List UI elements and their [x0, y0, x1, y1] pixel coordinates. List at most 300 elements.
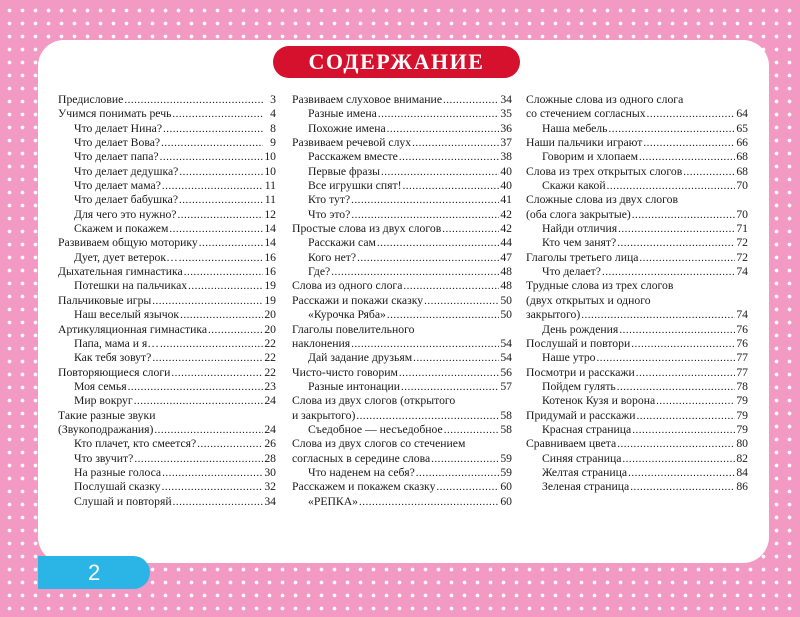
toc-entry[interactable] [58, 480, 276, 494]
toc-entry-page: 22 [264, 351, 276, 365]
toc-entry-page: 14 [264, 222, 276, 236]
toc-entry[interactable] [58, 222, 276, 236]
toc-entry-page: 86 [736, 480, 748, 494]
toc-entry-label: Дай задание друзьям [308, 351, 413, 365]
toc-entry-label: Что делает Вова? [74, 136, 161, 150]
toc-entry-label: Слова из двух слогов (открытого [292, 394, 456, 408]
toc-entry-label: Расскажи и покажи сказку [292, 293, 424, 307]
toc-leader-dots [412, 136, 499, 150]
toc-entry-label: День рождения [542, 322, 619, 336]
toc-entry[interactable] [292, 208, 512, 222]
toc-leader-dots [403, 179, 500, 193]
toc-leader-dots [172, 107, 263, 121]
toc-leader-dots [436, 480, 499, 494]
toc-entry-label: (оба слога закрытые) [526, 207, 631, 221]
toc-entry[interactable] [526, 323, 748, 337]
toc-leader-dots [173, 495, 263, 509]
toc-entry-page: 19 [264, 293, 276, 307]
toc-entry-label: Что это? [308, 207, 351, 221]
toc-entry-label: Похожие имена [308, 121, 386, 135]
toc-entry-label: (двух открытых и одного [526, 293, 651, 307]
toc-entry-label: Желтая страница [542, 465, 628, 479]
toc-entry-page: 42 [500, 222, 512, 236]
toc-leader-dots [639, 150, 735, 164]
toc-entry-label: Простые слова из двух слогов [292, 222, 442, 236]
toc-column-1 [58, 93, 276, 509]
toc-entry[interactable] [58, 294, 276, 308]
toc-entry[interactable] [292, 423, 512, 437]
toc-entry-label: На разные голоса [74, 465, 162, 479]
toc-leader-dots [643, 136, 735, 150]
toc-entry[interactable] [292, 380, 512, 394]
toc-entry[interactable] [526, 136, 748, 150]
toc-leader-dots [356, 409, 499, 423]
toc-entry-page: 20 [264, 322, 276, 336]
toc-entry-page: 64 [736, 107, 748, 121]
toc-entry-label: Что делает? [542, 265, 601, 279]
toc-entry-label: Развиваем речевой слух [292, 136, 412, 150]
toc-entry-label: Разные имена [308, 107, 377, 121]
toc-entry[interactable] [292, 193, 512, 207]
toc-entry-label: Дует, дует ветерок… [74, 250, 178, 264]
toc-entry-label: Для чего это нужно? [74, 207, 177, 221]
toc-leader-dots [399, 150, 499, 164]
toc-leader-dots [134, 394, 263, 408]
toc-entry-page: 48 [500, 279, 512, 293]
toc-entry-label: (Звукоподражания) [58, 422, 154, 436]
toc-entry-label: Что делает дедушка? [74, 164, 179, 178]
toc-entry[interactable] [58, 495, 276, 509]
toc-entry[interactable] [58, 437, 276, 451]
toc-entry[interactable] [58, 107, 276, 121]
toc-entry[interactable] [292, 452, 512, 466]
toc-entry[interactable] [58, 380, 276, 394]
toc-entry[interactable] [58, 165, 276, 179]
toc-entry[interactable] [292, 437, 512, 451]
toc-entry-label: Съедобное — несъедобное [308, 422, 443, 436]
toc-leader-dots [134, 452, 263, 466]
toc-entry-label: Слова из одного слога [292, 279, 403, 293]
toc-leader-dots [399, 366, 499, 380]
toc-entry-label: Скажи какой [542, 179, 606, 193]
toc-entry-page: 80 [736, 437, 748, 451]
toc-entry[interactable] [292, 122, 512, 136]
toc-entry-page: 59 [500, 465, 512, 479]
toc-leader-dots [617, 437, 735, 451]
toc-entry[interactable] [292, 93, 512, 107]
toc-entry[interactable] [526, 409, 748, 423]
toc-column-3 [526, 93, 748, 495]
toc-entry[interactable] [292, 466, 512, 480]
toc-leader-dots [442, 222, 499, 236]
toc-entry-label: Расскажем и покажем сказку [292, 480, 436, 494]
toc-entry-page: 47 [500, 250, 512, 264]
toc-leader-dots [632, 423, 735, 437]
toc-entry-label: Слова из трех открытых слогов [526, 164, 683, 178]
toc-entry[interactable] [292, 480, 512, 494]
toc-entry-label: Послушай и повтори [526, 336, 631, 350]
toc-entry-label: «РЕПКА» [308, 494, 359, 508]
toc-leader-dots [351, 193, 499, 207]
toc-entry-page: 23 [264, 379, 276, 393]
toc-entry[interactable] [58, 150, 276, 164]
toc-entry-label: Учимся понимать речь [58, 107, 172, 121]
toc-entry-label: Наше утро [542, 351, 596, 365]
toc-entry[interactable] [526, 380, 748, 394]
toc-entry-label: Пойдем гулять [542, 379, 616, 393]
toc-entry-label: Кто плачет, кто смеется? [74, 437, 197, 451]
toc-entry[interactable] [58, 366, 276, 380]
toc-entry-label: Папа, мама и я… [74, 336, 159, 350]
toc-entry[interactable] [292, 366, 512, 380]
toc-entry[interactable] [58, 279, 276, 293]
toc-leader-dots [619, 323, 735, 337]
toc-entry-page: 71 [736, 222, 748, 236]
toc-entry-label: Кого нет? [308, 250, 357, 264]
toc-entry-label: Предисловие [58, 93, 124, 106]
toc-leader-dots [416, 466, 499, 480]
toc-leader-dots [179, 251, 263, 265]
toc-entry[interactable] [526, 308, 748, 322]
toc-leader-dots [188, 279, 263, 293]
toc-entry[interactable] [526, 150, 748, 164]
toc-entry[interactable] [58, 251, 276, 265]
toc-entry-label: Чисто-чисто говорим [292, 365, 398, 379]
toc-entry-page: 72 [736, 236, 748, 250]
toc-leader-dots [197, 437, 263, 451]
toc-entry[interactable] [526, 337, 748, 351]
toc-entry-label: Артикуляционная гимнастика [58, 322, 208, 336]
toc-entry-page: 24 [264, 422, 276, 436]
toc-entry-label: Говорим и хлопаем [542, 150, 638, 164]
toc-leader-dots [359, 495, 499, 509]
toc-leader-dots [357, 251, 499, 265]
toc-leader-dots [162, 480, 263, 494]
toc-entry-page: 60 [500, 494, 512, 508]
toc-entry[interactable] [58, 409, 276, 423]
toc-entry-label: Сложные слова из одного слога [526, 93, 684, 106]
toc-leader-dots [636, 409, 735, 423]
toc-entry[interactable] [526, 423, 748, 437]
toc-entry-label: Все игрушки спят! [308, 179, 402, 193]
toc-leader-dots [124, 93, 263, 107]
toc-entry-page: 30 [264, 465, 276, 479]
toc-entry-label: Слушай и повторяй [74, 494, 172, 508]
toc-entry-page: 41 [500, 193, 512, 207]
toc-leader-dots [631, 337, 735, 351]
toc-entry[interactable] [58, 122, 276, 136]
toc-entry-label: Синяя страница [542, 451, 622, 465]
toc-column-2 [292, 93, 512, 509]
toc-entry-page: 12 [264, 207, 276, 221]
toc-entry[interactable] [292, 222, 512, 236]
toc-entry-page: 19 [264, 279, 276, 293]
toc-leader-dots [163, 122, 263, 136]
toc-entry-label: Что делает бабушка? [74, 193, 179, 207]
toc-entry-page: 66 [736, 136, 748, 150]
toc-entry[interactable] [58, 179, 276, 193]
toc-entry[interactable] [526, 452, 748, 466]
toc-entry-page: 10 [264, 164, 276, 178]
toc-entry[interactable] [292, 251, 512, 265]
toc-entry-page: 68 [736, 164, 748, 178]
toc-entry[interactable] [292, 265, 512, 279]
toc-entry-page: 40 [500, 164, 512, 178]
toc-leader-dots [444, 423, 499, 437]
toc-leader-dots [656, 394, 735, 408]
toc-entry-label: и закрытого) [292, 408, 356, 422]
toc-leader-dots [152, 294, 263, 308]
toc-leader-dots [443, 93, 499, 107]
toc-leader-dots [597, 351, 735, 365]
toc-entry-label: Наш веселый язычок [74, 308, 180, 322]
toc-leader-dots [351, 337, 499, 351]
toc-entry-page: 54 [500, 351, 512, 365]
toc-entry-label: Такие разные звуки [58, 408, 156, 422]
toc-entry[interactable] [526, 466, 748, 480]
toc-leader-dots [160, 337, 263, 351]
toc-entry[interactable] [58, 208, 276, 222]
toc-entry-page: 76 [736, 322, 748, 336]
toc-entry[interactable] [58, 466, 276, 480]
toc-entry-label: Котенок Кузя и ворона [542, 394, 656, 408]
toc-entry[interactable] [292, 179, 512, 193]
toc-entry-page: 50 [500, 308, 512, 322]
toc-leader-dots [179, 193, 263, 207]
toc-leader-dots [617, 380, 735, 394]
toc-entry[interactable] [292, 351, 512, 365]
toc-entry-page: 70 [736, 179, 748, 193]
toc-entry-page: 11 [264, 179, 276, 193]
toc-leader-dots [179, 165, 263, 179]
toc-entry[interactable] [58, 265, 276, 279]
toc-entry[interactable] [292, 294, 512, 308]
toc-entry-page: 32 [264, 480, 276, 494]
toc-entry-page: 82 [736, 451, 748, 465]
toc-entry[interactable] [58, 308, 276, 322]
toc-entry-page: 60 [500, 480, 512, 494]
toc-entry-page: 76 [736, 336, 748, 350]
toc-leader-dots [401, 380, 499, 394]
toc-entry[interactable] [58, 93, 276, 107]
toc-entry-page: 34 [500, 93, 512, 106]
toc-entry-page: 68 [736, 150, 748, 164]
page-number: 2 [88, 560, 101, 585]
toc-entry-page: 79 [736, 394, 748, 408]
toc-entry[interactable] [526, 480, 748, 494]
toc-entry-page: 84 [736, 465, 748, 479]
toc-entry-label: Трудные слова из трех слогов [526, 279, 674, 293]
toc-entry[interactable] [526, 208, 748, 222]
toc-entry[interactable] [58, 337, 276, 351]
toc-entry-label: Придумай и расскажи [526, 408, 636, 422]
toc-entry-page: 70 [736, 207, 748, 221]
toc-entry-page: 4 [270, 107, 276, 121]
toc-entry-page: 37 [500, 136, 512, 150]
toc-leader-dots [177, 208, 263, 222]
toc-entry[interactable] [292, 409, 512, 423]
toc-leader-dots [128, 380, 263, 394]
toc-entry[interactable] [526, 222, 748, 236]
toc-leader-dots [424, 294, 499, 308]
toc-leader-dots [184, 265, 263, 279]
toc-entry-page: 14 [264, 236, 276, 250]
toc-entry-page: 77 [736, 365, 748, 379]
toc-entry-label: Расскажи сам [308, 236, 376, 250]
toc-entry-label: Сложные слова из двух слогов [526, 193, 679, 207]
toc-entry-page: 11 [264, 193, 276, 207]
toc-entry-label: наклонения [292, 336, 351, 350]
toc-entry-page: 36 [500, 121, 512, 135]
toc-entry-label: Глаголы повелительного [292, 322, 415, 336]
toc-entry[interactable] [526, 251, 748, 265]
toc-leader-dots [617, 236, 735, 250]
toc-entry-label: со стечением согласных [526, 107, 646, 121]
toc-entry-page: 58 [500, 408, 512, 422]
toc-leader-dots [199, 236, 263, 250]
toc-entry[interactable] [58, 323, 276, 337]
toc-entry-label: Что наденем на себя? [308, 465, 415, 479]
toc-entry[interactable] [526, 366, 748, 380]
toc-entry[interactable] [292, 279, 512, 293]
toc-entry-page: 59 [500, 451, 512, 465]
toc-entry[interactable] [58, 193, 276, 207]
toc-entry-label: Первые фразы [308, 164, 381, 178]
toc-entry-page: 40 [500, 179, 512, 193]
toc-entry-label: Глаголы третьего лица [526, 250, 639, 264]
toc-entry[interactable] [526, 279, 748, 293]
toc-entry-label: Наши пальчики играют [526, 136, 643, 150]
toc-leader-dots [351, 208, 499, 222]
toc-leader-dots [160, 150, 263, 164]
toc-leader-dots [152, 351, 263, 365]
toc-entry[interactable] [292, 136, 512, 150]
toc-entry-page: 48 [500, 265, 512, 279]
toc-leader-dots [581, 308, 735, 322]
toc-entry-label: Наша мебель [542, 121, 608, 135]
toc-entry[interactable] [526, 107, 748, 121]
toc-entry-label: Что делает мама? [74, 179, 161, 193]
toc-entry[interactable] [526, 179, 748, 193]
toc-entry-page: 74 [736, 265, 748, 279]
toc-entry-label: Как тебя зовут? [74, 351, 152, 365]
toc-entry-label: Где? [308, 265, 331, 279]
toc-entry[interactable] [292, 107, 512, 121]
toc-leader-dots [608, 122, 735, 136]
toc-entry-page: 79 [736, 408, 748, 422]
toc-entry-page: 54 [500, 336, 512, 350]
toc-entry-page: 77 [736, 351, 748, 365]
toc-entry-label: Расскажем вместе [308, 150, 398, 164]
toc-entry-label: Кто тут? [308, 193, 351, 207]
toc-entry-page: 3 [270, 93, 276, 106]
toc-leader-dots [431, 452, 499, 466]
toc-entry-page: 28 [264, 451, 276, 465]
toc-entry-label: Найди отличия [542, 222, 618, 236]
toc-entry-label: Что делает Нина? [74, 121, 163, 135]
toc-entry-label: Развиваем слуховое внимание [292, 93, 443, 106]
toc-entry-page: 57 [500, 379, 512, 393]
toc-entry-label: Разные интонации [308, 379, 401, 393]
toc-entry[interactable] [58, 136, 276, 150]
toc-entry-label: Сравниваем цвета [526, 437, 617, 451]
toc-entry-page: 26 [264, 437, 276, 451]
toc-entry[interactable] [58, 452, 276, 466]
toc-entry[interactable] [526, 193, 748, 207]
toc-leader-dots [639, 251, 735, 265]
toc-entry-label: Кто чем занят? [542, 236, 617, 250]
toc-entry[interactable] [526, 394, 748, 408]
toc-entry[interactable] [526, 265, 748, 279]
toc-leader-dots [387, 122, 499, 136]
toc-entry[interactable] [292, 150, 512, 164]
toc-entry[interactable] [292, 236, 512, 250]
toc-entry-label: Посмотри и расскажи [526, 365, 635, 379]
toc-entry[interactable] [292, 323, 512, 337]
toc-entry[interactable] [292, 495, 512, 509]
toc-entry-page: 72 [736, 250, 748, 264]
toc-leader-dots [387, 308, 499, 322]
toc-entry-label: Моя семья [74, 379, 127, 393]
toc-entry-page: 58 [500, 422, 512, 436]
toc-entry-page: 9 [270, 136, 276, 150]
toc-leader-dots [381, 165, 499, 179]
toc-entry-label: Что звучит? [74, 451, 134, 465]
toc-leader-dots [162, 466, 263, 480]
toc-leader-dots [180, 308, 263, 322]
toc-entry[interactable] [58, 394, 276, 408]
toc-leader-dots [171, 366, 263, 380]
toc-entry-page: 79 [736, 422, 748, 436]
toc-entry-label: Мир вокруг [74, 394, 133, 408]
toc-leader-dots [632, 208, 735, 222]
toc-entry-label: Зеленая страница [542, 480, 630, 494]
toc-entry-page: 35 [500, 107, 512, 121]
toc-entry[interactable] [292, 165, 512, 179]
toc-entry[interactable] [292, 337, 512, 351]
toc-entry[interactable] [58, 351, 276, 365]
toc-entry[interactable] [526, 236, 748, 250]
toc-entry[interactable] [58, 236, 276, 250]
toc-entry[interactable] [292, 394, 512, 408]
toc-leader-dots [683, 165, 735, 179]
toc-entry-label: Дыхательная гимнастика [58, 265, 183, 279]
toc-leader-dots [208, 323, 263, 337]
toc-entry[interactable] [526, 165, 748, 179]
toc-entry[interactable] [58, 423, 276, 437]
toc-entry[interactable] [526, 294, 748, 308]
toc-entry[interactable] [292, 308, 512, 322]
toc-leader-dots [161, 136, 263, 150]
toc-entry[interactable] [526, 93, 748, 107]
toc-entry[interactable] [526, 122, 748, 136]
toc-entry-label: Повторяющиеся слоги [58, 365, 171, 379]
toc-leader-dots [602, 265, 735, 279]
toc-entry-page: 34 [264, 494, 276, 508]
toc-leader-dots [647, 107, 735, 121]
toc-entry-page: 44 [500, 236, 512, 250]
toc-leader-dots [630, 480, 735, 494]
toc-entry-label: Слова из двух слогов со стечением [292, 437, 466, 451]
toc-entry[interactable] [526, 437, 748, 451]
toc-entry-label: Что делает папа? [74, 150, 159, 164]
toc-entry-page: 42 [500, 207, 512, 221]
toc-entry-page: 78 [736, 379, 748, 393]
toc-entry-label: согласных в середине слова [292, 451, 431, 465]
toc-entry-label: Скажем и покажем [74, 222, 169, 236]
toc-entry[interactable] [526, 351, 748, 365]
toc-entry-label: Потешки на пальчиках [74, 279, 188, 293]
